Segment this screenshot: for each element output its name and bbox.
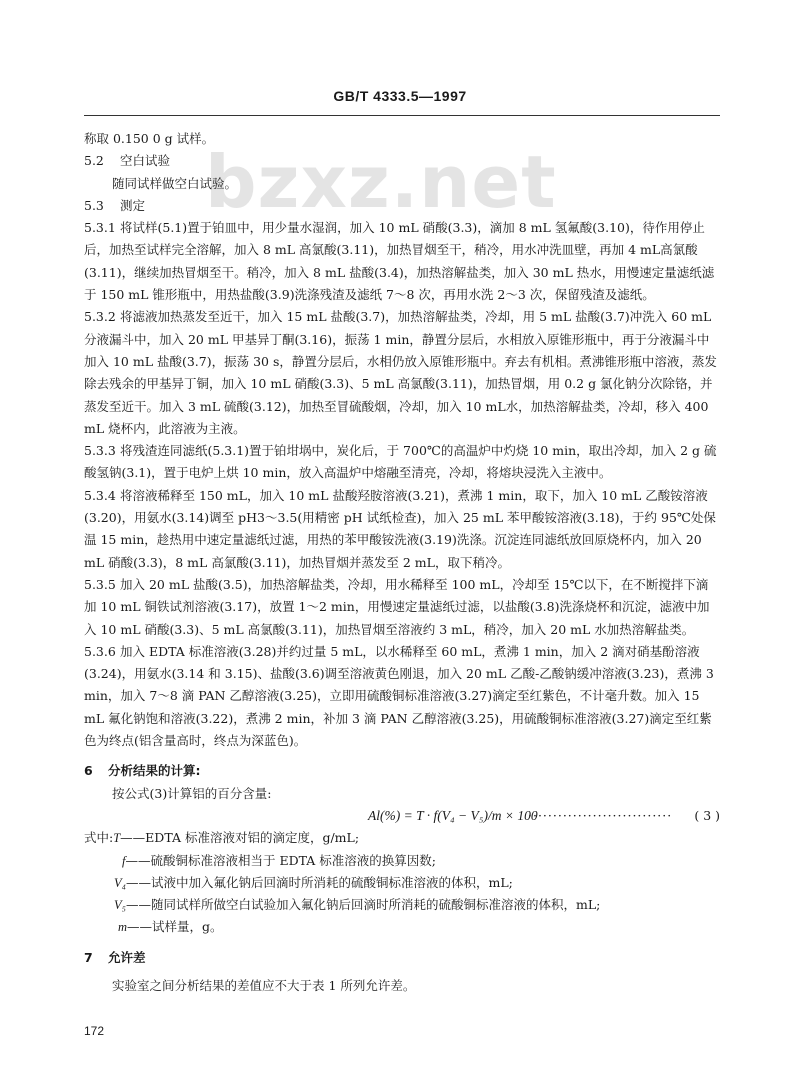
variable-symbol: m	[118, 920, 128, 935]
variable-definition	[84, 872, 720, 894]
page-number: 172	[84, 1024, 105, 1038]
section-7-heading	[84, 947, 720, 969]
section-number: 5.3.5	[84, 576, 116, 592]
section-5-3-heading	[84, 195, 720, 217]
section-number: 7	[84, 949, 93, 965]
section-text: 将残渣连同滤纸(5.3.1)置于铂坩埚中，炭化后，于 700℃的高温炉中灼烧 10 min，取出冷却，加入 2 g 硫酸氢钠(3.1)，置于电炉上烘 10 min，放入高温炉中熔融至清亮，冷却，将熔块浸洗入主液中。	[84, 443, 717, 481]
section-text: 将溶液稀释至 150 mL，加入 10 mL 盐酸羟胺溶液(3.21)，煮沸 1 min，取下，加入 10 mL 乙酸铵溶液(3.20)，用氨水(3.14)调至 pH3～3.5(用精密 pH 试纸检查)，加入 25 mL 苯甲酸铵溶液(3.18)，于约 95℃处保温 15 min，趁热用中速定量滤纸过滤，用热的苯甲酸铵洗液(3.19)洗涤。沉淀连同滤纸放回原烧杯内，加入 20 mL 硝酸(3.3)，8 mL 高氯酸(3.11)，加热冒烟并蒸发至 2 mL，取下稍冷。	[84, 487, 716, 570]
variable-definition	[84, 827, 720, 849]
section-title: 测定	[120, 197, 146, 213]
section-number: 5.3	[84, 197, 104, 213]
formula-expression: Al(%) = T · f(V₄ − V₅)/m × 100	[368, 807, 538, 823]
section-text: 加入 EDTA 标准溶液(3.28)并约过量 5 mL，以水稀释至 60 mL，煮沸 1 min，加入 2 滴对硝基酚溶液(3.24)，用氨水(3.14 和 3.15)、盐酸(3.6)调至溶液黄色刚退，加入 20 mL 乙酸-乙酸钠缓冲溶液(3.23)，煮沸 3 min，加入 7～8 滴 PAN 乙醇溶液(3.25)，立即用硫酸铜标准溶液(3.27)滴定至红紫色，不计毫升数。加入 15 mL 氟化钠饱和溶液(3.22)，煮沸 2 min，补加 3 滴 PAN 乙醇溶液(3.25)，用硫酸铜标准溶液(3.27)滴定至红紫色为终点(铝含量高时，终点为深蓝色)。	[84, 643, 714, 749]
variable-text: ——试样量，g。	[127, 919, 223, 935]
watermark: bzxz.net	[205, 140, 557, 224]
document-body	[84, 128, 720, 997]
section-number: 5.3.2	[84, 309, 116, 325]
standard-header: GB/T 4333.5—1997	[333, 88, 467, 104]
section-number: 5.3.4	[84, 487, 116, 503]
variable-definition	[84, 894, 720, 916]
section-number: 5.3.6	[84, 643, 116, 659]
variable-symbol: T	[113, 831, 121, 846]
section-5-2-heading	[84, 150, 720, 172]
variable-symbol: f	[122, 853, 126, 868]
section-5-3-2	[84, 306, 720, 440]
section-title: 空白试验	[120, 153, 171, 169]
variable-text: ——硫酸铜标准溶液相当于 EDTA 标准溶液的换算因数;	[125, 852, 436, 868]
variable-symbol: V₄	[114, 875, 126, 890]
section-number: 5.3.3	[84, 443, 116, 459]
formula-number: ( 3 )	[694, 807, 720, 823]
section-6-heading	[84, 760, 720, 782]
variable-text: ——随同试样所做空白试验加入氟化钠后回滴时所消耗的硫酸铜标准溶液的体积，mL;	[125, 897, 601, 913]
section-text: 加入 20 mL 盐酸(3.5)，加热溶解盐类，冷却，用水稀释至 100 mL，冷却至 15℃以下，在不断搅拌下滴加 10 mL 铜铁试剂溶液(3.17)，放置 1～2 min，用慢速定量滤纸过滤，以盐酸(3.8)洗涤烧杯和沉淀，滤液中加入 10 mL 硝酸(3.3)、5 mL 高氯酸(3.11)，加热冒烟至溶液约 3 mL，稍冷，加入 20 mL 水加热溶解盐类。	[84, 576, 710, 637]
variable-definition	[84, 850, 720, 872]
section-5-2-text: 随同试样做空白试验。	[112, 175, 238, 191]
section-5-3-1	[84, 217, 720, 306]
variable-definition	[84, 916, 720, 938]
variable-text: ——EDTA 标准溶液对铝的滴定度，g/mL;	[120, 830, 360, 846]
formula-intro: 按公式(3)计算铝的百分含量:	[112, 785, 272, 801]
section-number: 5.3.1	[84, 220, 116, 236]
section-5-3-6	[84, 641, 720, 752]
formula-leader-dots: ·····························	[528, 807, 673, 823]
section-5-3-3	[84, 440, 720, 485]
header-rule	[84, 115, 720, 116]
section-number: 5.2	[84, 153, 104, 169]
section-number: 6	[84, 763, 93, 779]
section-5-3-5	[84, 574, 720, 641]
section-title: 分析结果的计算:	[108, 763, 201, 779]
section-text: 将滤液加热蒸发至近干，加入 15 mL 盐酸(3.7)，加热溶解盐类，冷却，用 5 mL 盐酸(3.7)冲洗入 60 mL 分液漏斗中，加入 20 mL 甲基异丁酮(3.16)，振荡 1 min，静置分层后，水相放入原锥形瓶中，再于分液漏斗中加入 10 mL 盐酸(3.7)，振荡 30 s，静置分层后，水相仍放入原锥形瓶中。弃去有机相。煮沸锥形瓶中溶液，蒸发除去残余的甲基异丁铜，加入 10 mL 硝酸(3.3)、5 mL 高氯酸(3.11)，加热冒烟，用 0.2 g 氯化钠分次除铬，并蒸发至近干。加入 3 mL 硫酸(3.12)，加热至冒硫酸烟，冷却，加入 10 mL水，加热溶解盐类，冷却，移入 400 mL 烧杯内，此溶液为主液。	[84, 309, 717, 436]
section-5-3-4	[84, 485, 720, 574]
where-label: 式中:	[84, 830, 114, 846]
section-text: 将试样(5.1)置于铂皿中，用少量水湿润，加入 10 mL 硝酸(3.3)，滴加 8 mL 氢氟酸(3.10)，待作用停止后，加热至试样完全溶解，加入 8 mL 高氯酸(3.11)，加热冒烟至干，稍冷，用水冲洗皿壁，再加 4 mL高氯酸(3.11)，继续加热冒烟至干。稍冷，加入 8 mL 盐酸(3.4)，加热溶解盐类，加入 30 mL 热水，用慢速定量滤纸滤于 150 mL 锥形瓶中，用热盐酸(3.9)洗涤残渣及滤纸 7～8 次，再用水洗 2～3 次，保留残渣及滤纸。	[84, 220, 715, 303]
section-7-text: 实验室之间分析结果的差值应不大于表 1 所列允许差。	[112, 977, 416, 993]
section-title: 允许差	[108, 949, 146, 965]
formula-row	[84, 805, 720, 827]
variable-symbol: V₅	[114, 898, 126, 913]
continuation-text: 称取 0.150 0 g 试样。	[84, 131, 215, 146]
variable-text: ——试液中加入氟化钠后回滴时所消耗的硫酸铜标准溶液的体积，mL;	[125, 874, 513, 890]
